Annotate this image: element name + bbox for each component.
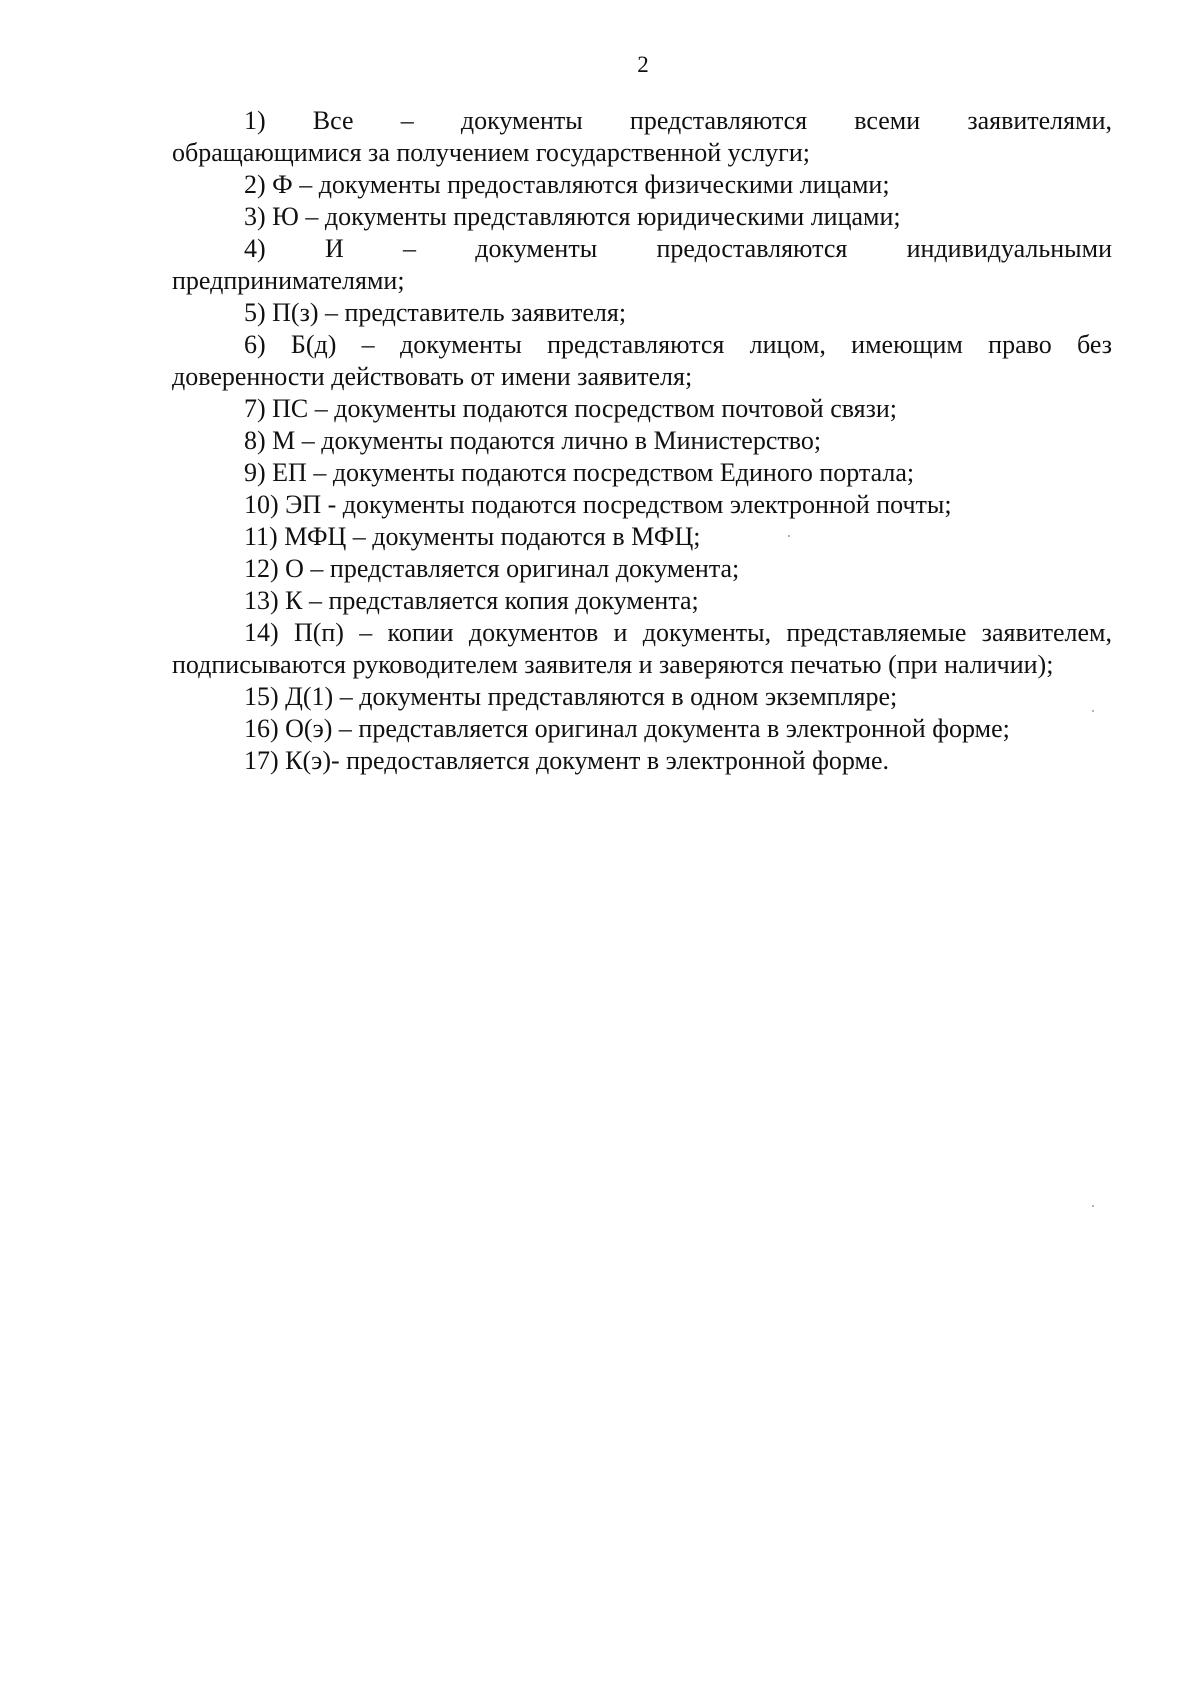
scan-speck — [788, 535, 790, 537]
scan-speck — [1092, 710, 1094, 712]
legend-list — [172, 105, 1112, 777]
list-item-first-line: 1) Все – документы представляются всеми заявителями, — [244, 106, 1112, 135]
list-item: 3) Ю – документы представляются юридическими лицами; — [244, 202, 901, 231]
list-item-first-line: 14) П(п) – копии документов и документы, представляемые заявителем, — [244, 618, 1112, 647]
list-item-first-line: 4) И – документы предоставляются индивидуальными — [244, 234, 1112, 263]
list-item: 11) МФЦ – документы подаются в МФЦ; — [244, 522, 701, 551]
list-item: 12) О – представляется оригинал документа; — [244, 554, 740, 583]
list-item: 15) Д(1) – документы представляются в одном экземпляре; — [244, 682, 898, 711]
list-item: 2) Ф – документы предоставляются физическими лицами; — [244, 170, 890, 199]
list-item-continuation: обращающимися за получением государственной услуги; — [172, 138, 810, 167]
list-item — [172, 329, 1112, 393]
list-item: 8) М – документы подаются лично в Министерство; — [244, 426, 822, 455]
list-item: 9) ЕП – документы подаются посредством Единого портала; — [244, 458, 915, 487]
list-item: 5) П(з) – представитель заявителя; — [244, 298, 627, 327]
page-number: 2 — [637, 52, 649, 77]
list-item-continuation: предпринимателями; — [172, 266, 405, 295]
list-item-continuation: доверенности действовать от имени заявителя; — [172, 362, 693, 391]
list-item: 17) К(э)- предоставляется документ в электронной форме. — [244, 746, 890, 775]
list-item — [172, 233, 1112, 297]
list-item-continuation: подписываются руководителем заявителя и заверяются печатью (при наличии); — [172, 650, 1054, 679]
list-item: 10) ЭП - документы подаются посредством электронной почты; — [244, 490, 952, 519]
list-item: 13) К – представляется копия документа; — [244, 586, 699, 615]
scan-speck — [1092, 1205, 1094, 1207]
list-item: 7) ПС – документы подаются посредством почтовой связи; — [244, 394, 898, 423]
list-item — [172, 617, 1112, 681]
list-item — [172, 105, 1112, 169]
list-item-first-line: 6) Б(д) – документы представляются лицом, имеющим право без — [244, 330, 1112, 359]
list-item: 16) О(э) – представляется оригинал документа в электронной форме; — [244, 714, 1010, 743]
